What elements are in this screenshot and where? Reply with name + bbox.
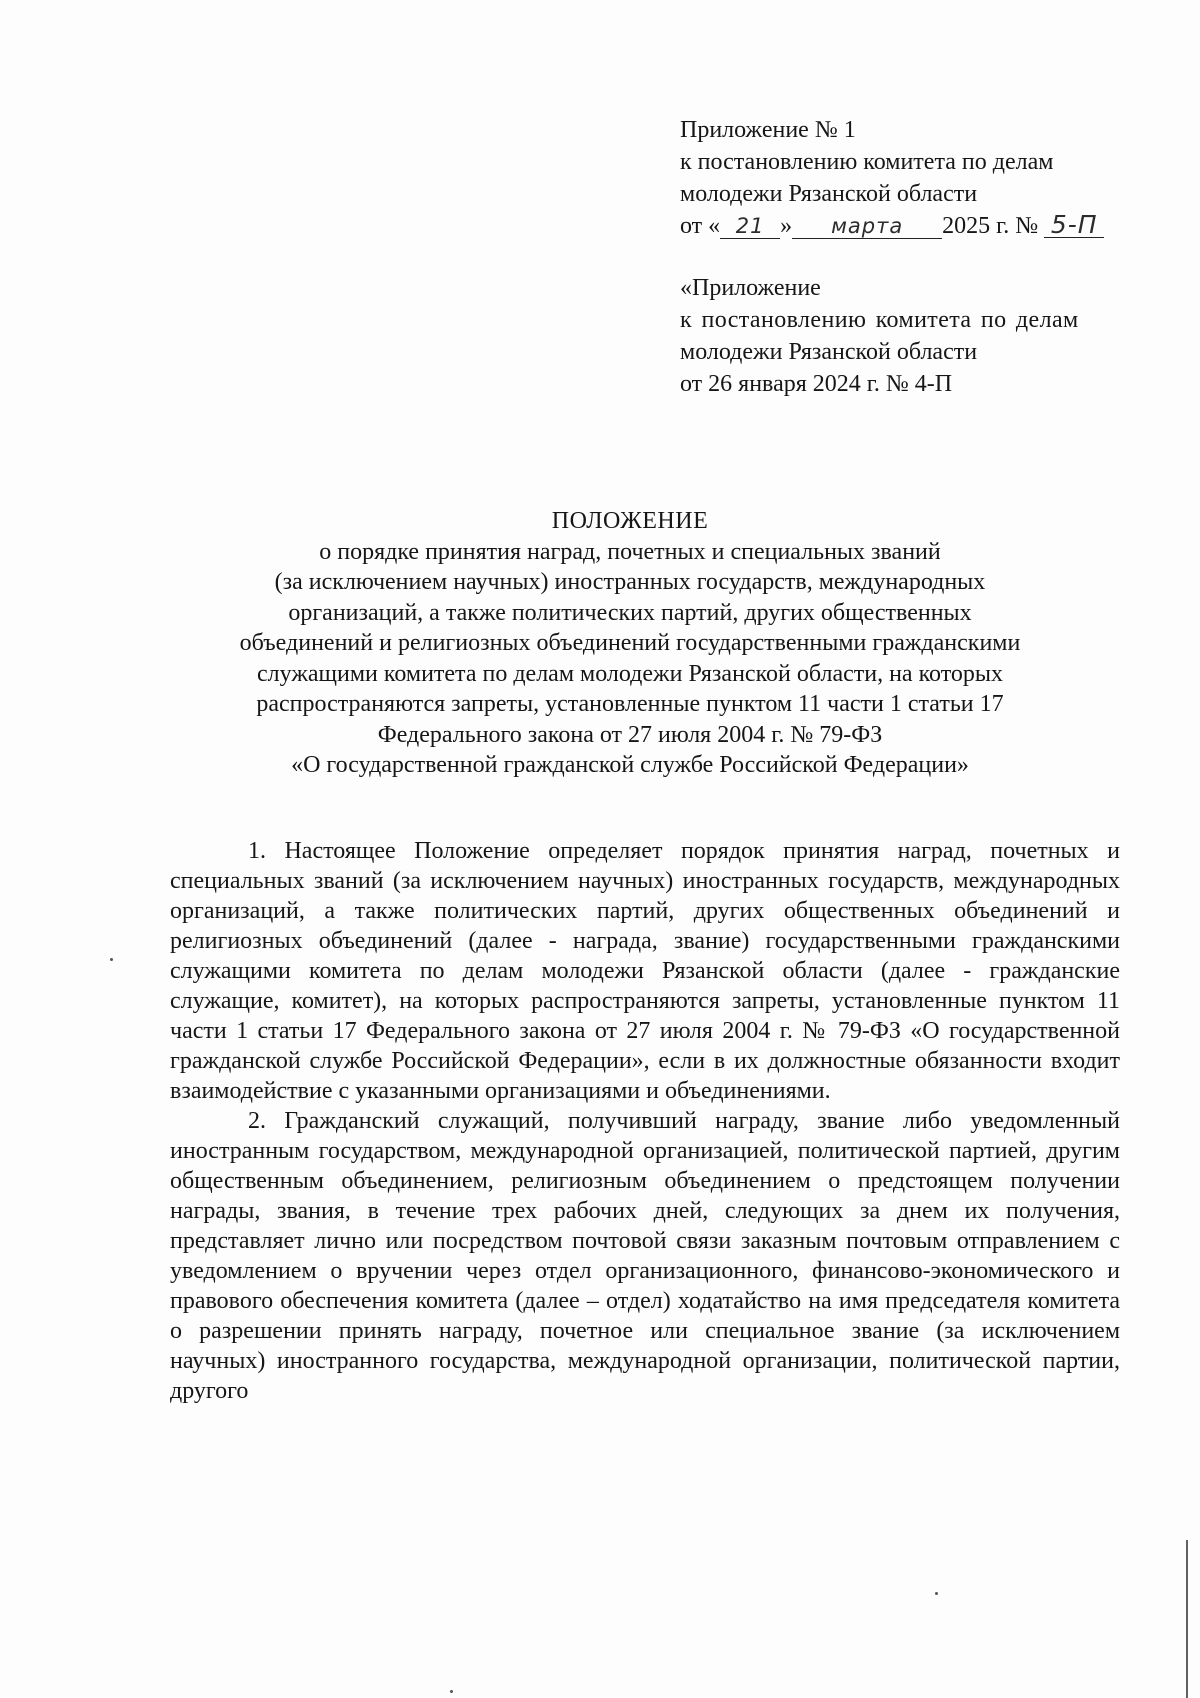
regulation-body <box>170 836 1120 1406</box>
title-line: организаций, а также политических партий, других общественных <box>288 599 972 626</box>
appendix-1-date-line <box>680 210 1150 242</box>
scan-speck <box>450 1690 453 1693</box>
handwritten-month: марта <box>792 214 942 239</box>
paragraph-2: 2. Гражданский служащий, получивший награду, звание либо уведомленный иностранным государством, международной организацией, политической партией, другим общественным объединением, религиозным объединением о предстоящем получении награды, звания, в течение трех рабочих дней, следующих за днем их получения, представляет лично или посредством почтовой связи заказным почтовым отправлением с уведомлением о вручении через отдел организационного, финансово-экономического и правового обеспечения комитета (далее – отдел) ходатайство на имя председателя комитета о разрешении принять награду, почетное или специальное звание (за исключением научных) иностранного государства, международной организации, политической партии, другого <box>170 1108 1120 1404</box>
date-prefix: от « <box>680 213 721 239</box>
title-line: распространяются запреты, установленные пунктом 11 части 1 статьи 17 <box>256 691 1004 717</box>
regulation-heading: ПОЛОЖЕНИЕ <box>551 508 709 534</box>
appendix-1-title: Приложение № 1 <box>680 117 856 143</box>
appendix-1-header <box>680 114 1150 242</box>
title-line: «О государственной гражданской службе Российской Федерации» <box>291 752 969 778</box>
previous-appendix-header <box>680 272 1150 400</box>
paragraph-1: 1. Настоящее Положение определяет порядок принятия наград, почетных и специальных званий (за исключением научных) иностранных государств, международных организаций, а также политических партий, других общественных объединений и религиозных объединений (далее - награда, звание) государственными гражданскими служащими комитета по делам молодежи Рязанской области (далее - гражданские служащие, комитет), на которых распространяются запреты, установленные пунктом 11 части 1 статьи 17 Федерального закона от 27 июля 2004 г. № 79-ФЗ «О государственной гражданской службе Российской Федерации», если в их должностные обязанности входит взаимодействие с указанными организациями и объединениями. <box>170 838 1120 1104</box>
handwritten-day: 21 <box>720 214 780 239</box>
scan-speck <box>110 958 113 961</box>
title-line: (за исключением научных) иностранных государств, международных <box>274 569 986 595</box>
title-line: о порядке принятия наград, почетных и специальных званий <box>319 538 941 565</box>
date-mid: » <box>780 213 793 239</box>
handwritten-doc-number: 5-П <box>1044 213 1104 238</box>
title-line: объединений и религиозных объединений государственными гражданскими <box>239 630 1021 656</box>
title-line: служащими комитета по делам молодежи Рязанской области, на которых <box>257 660 1003 687</box>
scan-edge-line <box>1186 1540 1188 1698</box>
date-year: 2025 г. № <box>942 213 1039 239</box>
title-line: Федерального закона от 27 июля 2004 г. № 79-ФЗ <box>377 721 883 748</box>
previous-appendix-title: «Приложение <box>680 275 821 301</box>
regulation-title <box>170 506 1090 781</box>
previous-appendix-date-line: от 26 января 2024 г. № 4-П <box>680 371 953 397</box>
appendix-1-committee-line: молодежи Рязанской области <box>680 181 978 207</box>
previous-appendix-committee-line: молодежи Рязанской области <box>680 339 978 365</box>
appendix-1-resolution-line: к постановлению комитета по делам <box>680 149 1054 175</box>
previous-appendix-resolution-line: к постановлению комитета по делам <box>680 307 1079 333</box>
scan-speck <box>935 1592 938 1595</box>
